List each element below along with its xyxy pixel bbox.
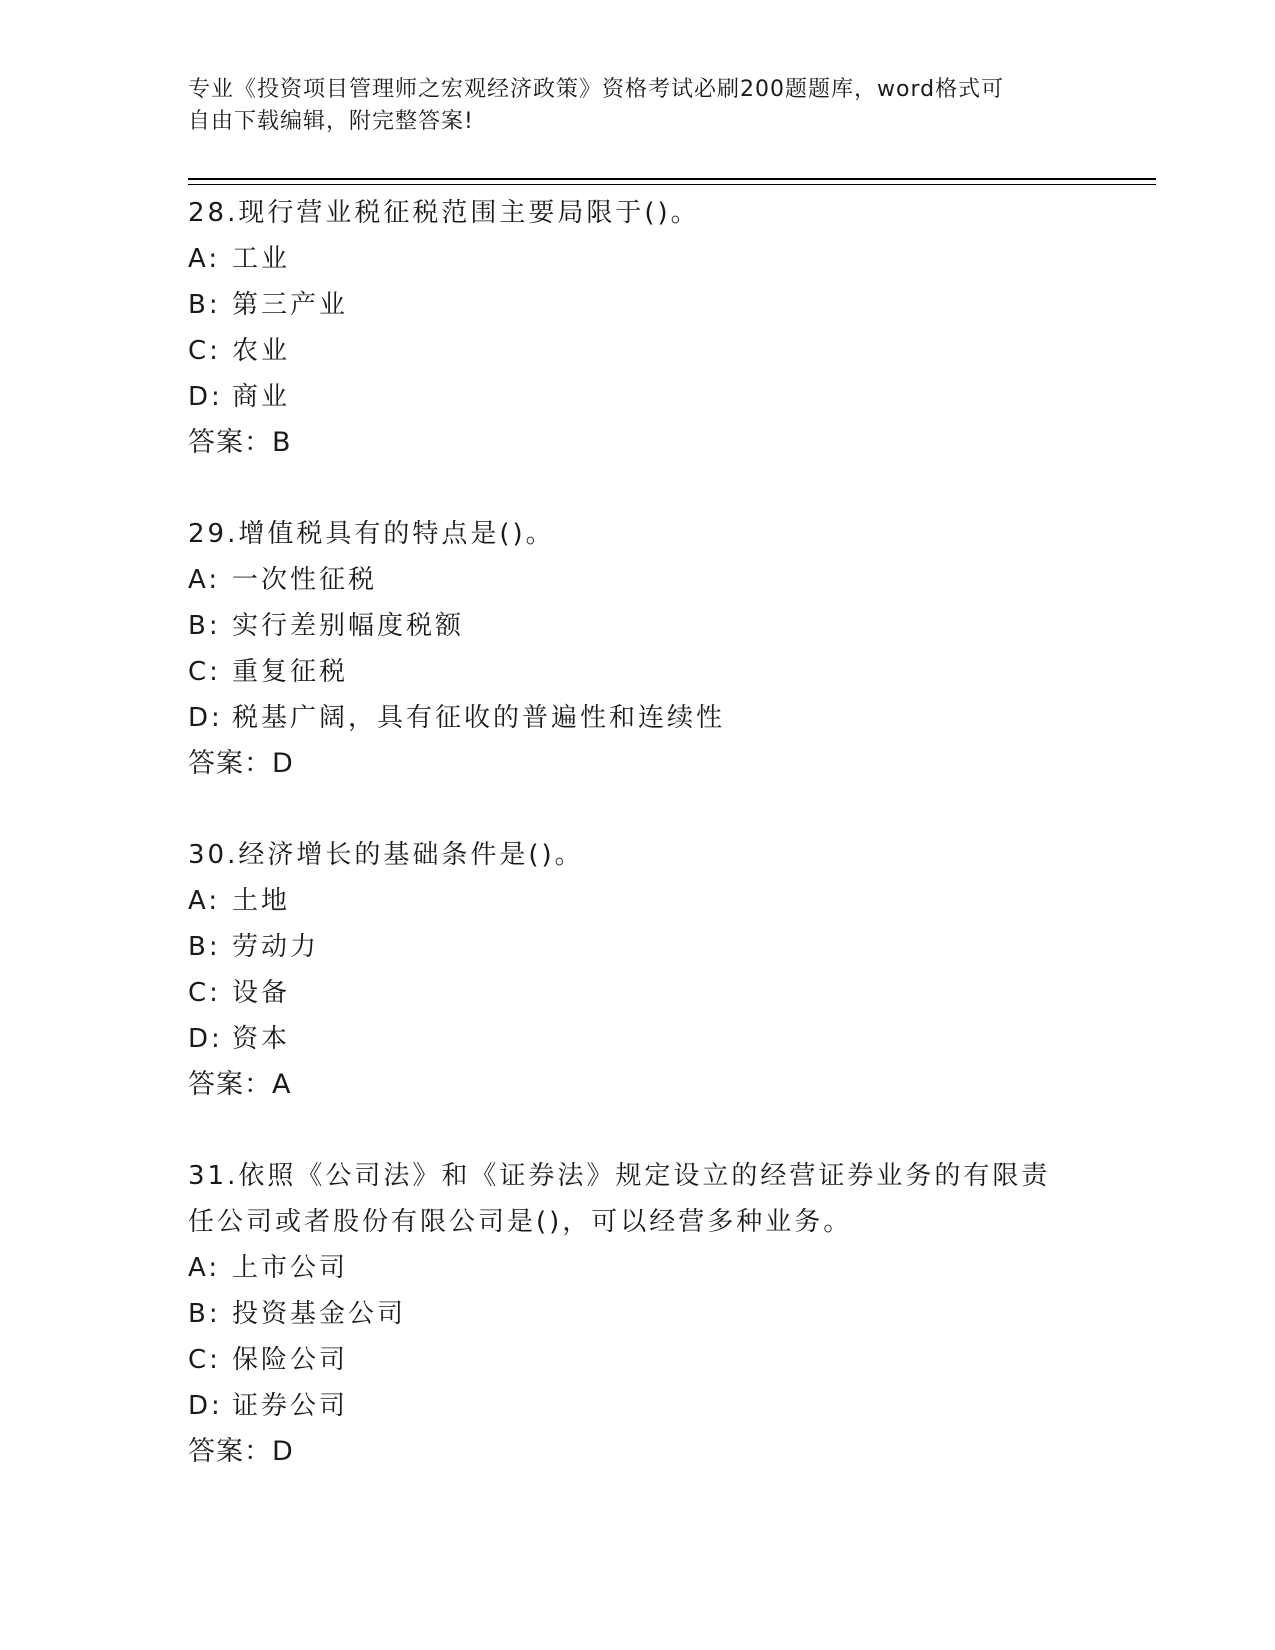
option-c [188,1337,1088,1383]
option-letter: D: [188,382,223,412]
option-d [188,1383,1088,1429]
question-stem: 31.依照《公司法》和《证券法》规定设立的经营证券业务的有限责任公司或者股份有限公司是()，可以经营多种业务。 [188,1161,1051,1237]
option-letter: B: [188,611,221,641]
option-text: 投资基金公司 [232,1299,407,1329]
answer-line: 答案：B [188,427,292,458]
option-text: 税基广阔，具有征收的普遍性和连续性 [232,703,726,733]
question-stem: 30.经济增长的基础条件是()。 [188,840,584,870]
option-c [188,970,1088,1016]
option-letter: B: [188,1299,221,1329]
option-text: 设备 [232,978,291,1008]
option-letter: A: [188,1253,221,1283]
option-letter: B: [188,290,221,320]
question-30 [188,832,1088,1108]
option-text: 上市公司 [232,1253,349,1283]
option-a [188,1245,1088,1291]
question-28 [188,190,1088,466]
option-c [188,649,1088,695]
option-text: 劳动力 [232,932,320,962]
answer-line: 答案：D [188,1436,294,1467]
option-letter: D: [188,1024,223,1054]
option-b [188,282,1088,328]
option-a [188,878,1088,924]
header-line-1: 专业《投资项目管理师之宏观经济政策》资格考试必刷200题题库，word格式可 [188,77,1005,102]
option-letter: C: [188,336,221,366]
option-letter: A: [188,244,221,274]
option-text: 第三产业 [232,290,349,320]
option-c [188,328,1088,374]
option-d [188,695,1088,741]
question-29 [188,511,1088,787]
option-text: 资本 [232,1024,291,1054]
option-b [188,1291,1088,1337]
option-b [188,924,1088,970]
header-divider-thick [188,178,1156,180]
option-letter: D: [188,1391,223,1421]
option-text: 证券公司 [232,1391,349,1421]
question-31 [188,1153,1088,1475]
option-d [188,1016,1088,1062]
option-letter: C: [188,1345,221,1375]
option-b [188,603,1088,649]
option-letter: C: [188,978,221,1008]
answer-line: 答案：D [188,748,294,779]
option-text: 农业 [232,336,291,366]
option-text: 保险公司 [232,1345,349,1375]
header-divider-thin [188,184,1156,185]
option-text: 重复征税 [232,657,349,687]
option-letter: B: [188,932,221,962]
answer-line: 答案：A [188,1069,292,1100]
option-letter: C: [188,657,221,687]
option-a [188,557,1088,603]
question-stem: 28.现行营业税征税范围主要局限于()。 [188,198,700,228]
option-letter: A: [188,565,221,595]
option-d [188,374,1088,420]
question-list [188,190,1088,1520]
header-line-2: 自由下载编辑，附完整答案! [188,109,474,134]
question-stem: 29.增值税具有的特点是()。 [188,519,555,549]
option-text: 商业 [232,382,291,412]
option-letter: A: [188,886,221,916]
document-header [188,74,1078,138]
option-a [188,236,1088,282]
option-letter: D: [188,703,223,733]
option-text: 一次性征税 [232,565,378,595]
option-text: 工业 [232,244,291,274]
option-text: 实行差别幅度税额 [232,611,465,641]
option-text: 土地 [232,886,291,916]
